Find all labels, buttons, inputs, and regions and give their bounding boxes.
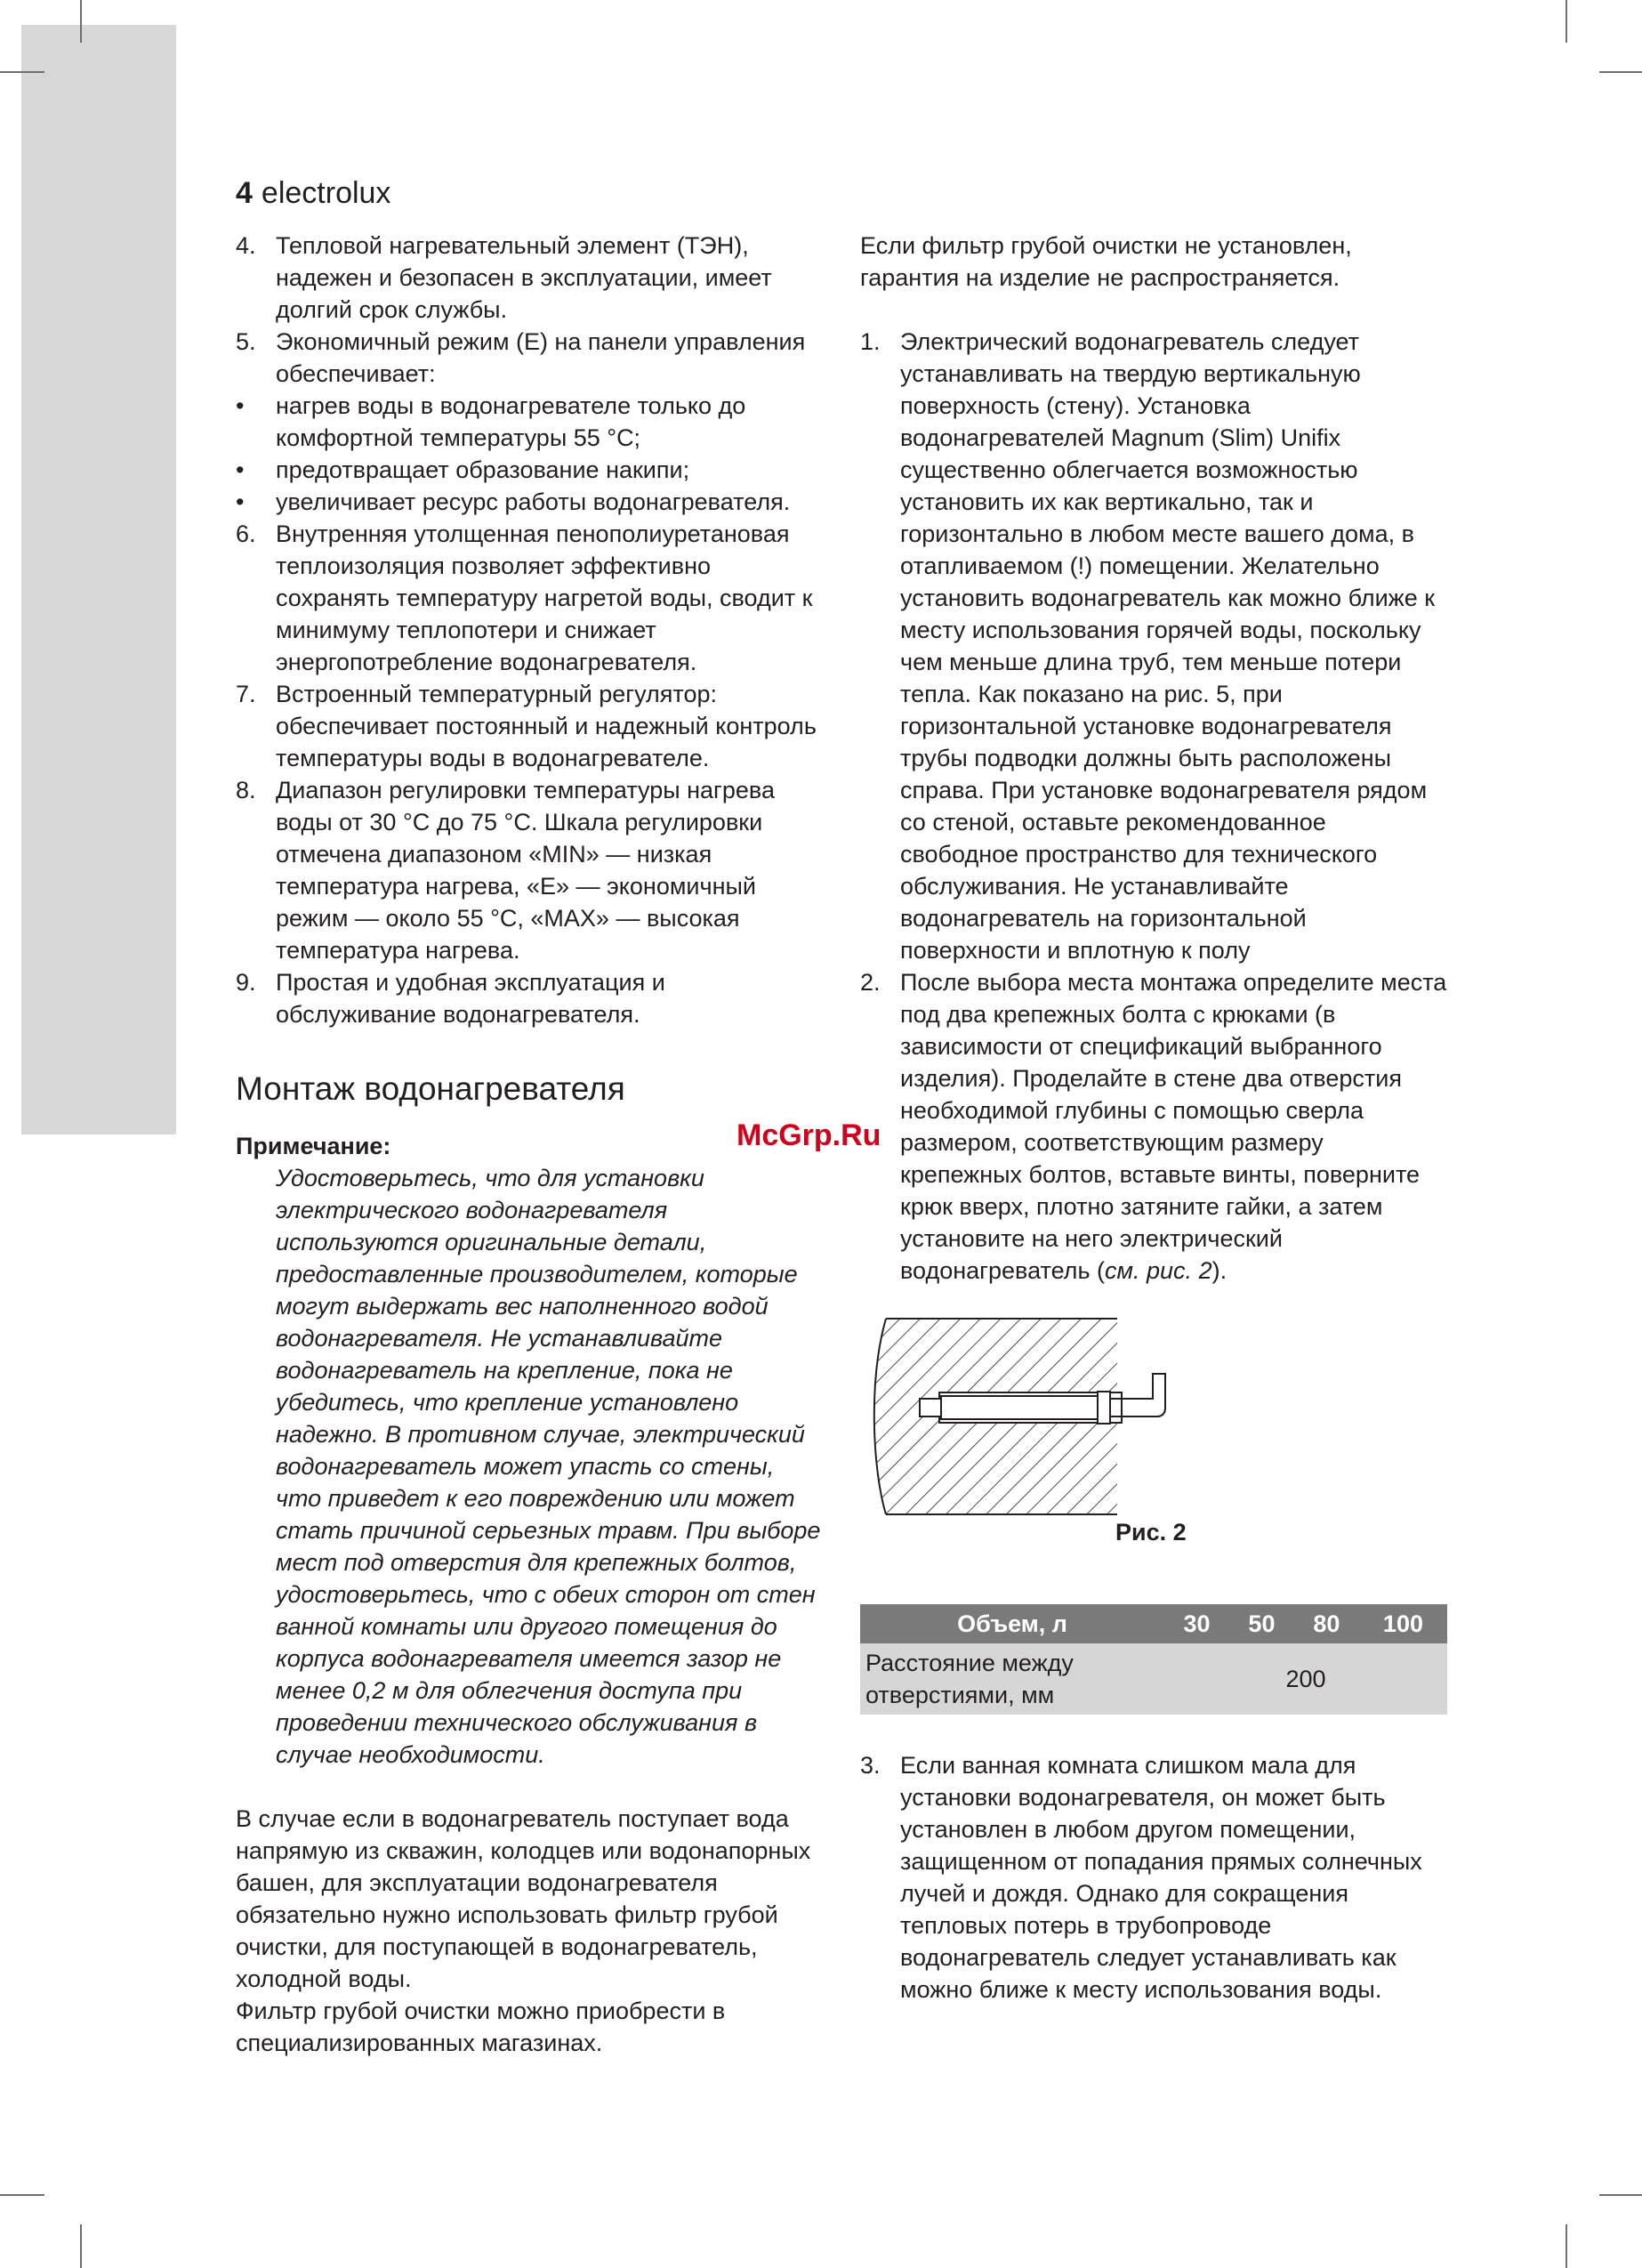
crop-mark [1599, 2194, 1642, 2196]
list-item: 4. Тепловой нагревательный элемент (ТЭН), надежен и безопасен в эксплуатации, имеет долгий срок службы. [236, 232, 772, 323]
crop-mark [1566, 0, 1567, 43]
list-item: 2. После выбора места монтажа определите места под два крепежных болта с крюками (в зависимости от спецификаций выбранного изделия). Проделайте в стене два отверстия необходимой глубины с помощью сверла размером, соответствующим размеру крепежных болтов, вставьте винты, поверните крюк вверх, плотно затяните гайки, а затем установите на него электрический водонагреватель (см. рис. 2). [860, 969, 1447, 1284]
list-item: • увеличивает ресурс работы водонагревателя. [236, 488, 791, 515]
table-row-value: 200 [1164, 1643, 1447, 1715]
table-header-cell: 50 [1229, 1604, 1294, 1643]
note-title: Примечание: [236, 1133, 391, 1159]
list-item: 5. Экономичный режим (E) на панели управления обеспечивает: [236, 328, 806, 387]
crop-mark [80, 2224, 82, 2268]
crop-mark [1566, 2224, 1567, 2268]
list-item: 8. Диапазон регулировки температуры нагрева воды от 30 °C до 75 °C. Шкала регулировки отмечена диапазоном «MIN» — низкая температура нагрева, «E» — экономичный режим — около 55 °C, «MAX» — высокая температура нагрева. [236, 777, 775, 964]
page-number: 4 [236, 176, 253, 210]
list-item: • нагрев воды в водонагревателе только до комфортной температуры 55 °C; [236, 392, 746, 451]
crop-mark [0, 71, 44, 73]
table-header-cell: Объем, л [860, 1604, 1164, 1643]
side-tab-decoration [21, 25, 176, 1134]
paragraph: Фильтр грубой очистки можно приобрести в специализированных магазинах. [236, 1998, 726, 2056]
wall-bolt-diagram [868, 1310, 1224, 1532]
list-item: 1. Электрический водонагреватель следует устанавливать на твердую вертикальную поверхность (стену). Установка водонагревателей Magnum (Slim) Unifix существенно облегчается возможностью установить их как вертикально, так и горизонтально в любом месте вашего дома, в отапливаемом (!) помещении. Желательно установить водонагреватель как можно ближе к месту использования горячей воды, поскольку чем меньше длина труб, тем меньше потери тепла. Как показано на рис. 5, при горизонтальной установке водонагревателя трубы подводки должны быть расположены справа. При установке водонагревателя рядом со стеной, оставьте рекомендованное свободное пространство для технического обслуживания. Не устанавливайте водонагреватель на горизонтальной поверхности и вплотную к полу [860, 328, 1436, 964]
list-item: 6. Внутренняя утолщенная пенополиуретановая теплоизоляция позволяет эффективно сохранять температуру нагретой воды, сводит к минимуму теплопотери и снижает энергопотребление водонагревателя. [236, 521, 813, 675]
table-header-cell: 80 [1294, 1604, 1359, 1643]
figure-reference: см. рис. 2 [1105, 1257, 1212, 1284]
right-column-continued [860, 1749, 1447, 2006]
table-header-row [860, 1604, 1447, 1643]
list-item: 7. Встроенный температурный регулятор: обеспечивает постоянный и надежный контроль температуры воды в водонагревателе. [236, 681, 817, 771]
crop-mark [0, 2194, 44, 2196]
figure-caption: Рис. 2 [1115, 1519, 1187, 1546]
left-column [236, 230, 823, 2059]
list-item: 9. Простая и удобная эксплуатация и обслуживание водонагревателя. [236, 969, 665, 1028]
list-item: • предотвращает образование накипи; [236, 456, 690, 483]
table-header-cell: 100 [1359, 1604, 1447, 1643]
crop-mark [80, 0, 82, 43]
page-header [236, 174, 390, 212]
spec-table [860, 1604, 1447, 1715]
watermark: McGrp.Ru [736, 1118, 881, 1152]
table-header-cell: 30 [1164, 1604, 1229, 1643]
section-title: Монтаж водонагревателя [236, 1070, 625, 1107]
table-row [860, 1643, 1447, 1715]
paragraph: В случае если в водонагреватель поступает вода напрямую из скважин, колодцев или водонапорных башен, для эксплуатации водонагревателя обязательно нужно использовать фильтр грубой очистки, для поступающей в водонагреватель, холодной воды. [236, 1805, 811, 1992]
right-column [860, 230, 1447, 1287]
list-item: 3. Если ванная комната слишком мала для установки водонагревателя, он может быть установлен в любом другом помещении, защищенном от попадания прямых солнечных лучей и дождя. Однако для сокращения тепловых потерь в трубопроводе водонагреватель следует устанавливать как можно ближе к месту использования воды. [860, 1752, 1422, 2003]
paragraph: Если фильтр грубой очистки не установлен, гарантия на изделие не распространяется. [860, 232, 1352, 291]
table-row-label: Расстояние между отверстиями, мм [860, 1643, 1164, 1715]
brand-name: electrolux [261, 176, 391, 210]
note-text: Удостоверьтесь, что для установки электрического водонагревателя используются оригинальные детали, предоставленные производителем, которые могут выдержать вес наполненного водой водонагревателя. Не устанавливайте водонагреватель на крепление, пока не убедитесь, что крепление установлено надежно. В противном случае, электрический водонагреватель может упасть со стены, что приведет к его повреждению или может стать причиной серьезных травм. При выборе мест под отверстия для крепежных болтов, удостоверьтесь, что с обеих сторон от стен ванной комнаты или другого помещения до корпуса водонагревателя имеется зазор не менее 0,2 м для облегчения доступа при проведении технического обслуживания в случае необходимости. [276, 1165, 821, 1768]
crop-mark [1599, 71, 1642, 73]
